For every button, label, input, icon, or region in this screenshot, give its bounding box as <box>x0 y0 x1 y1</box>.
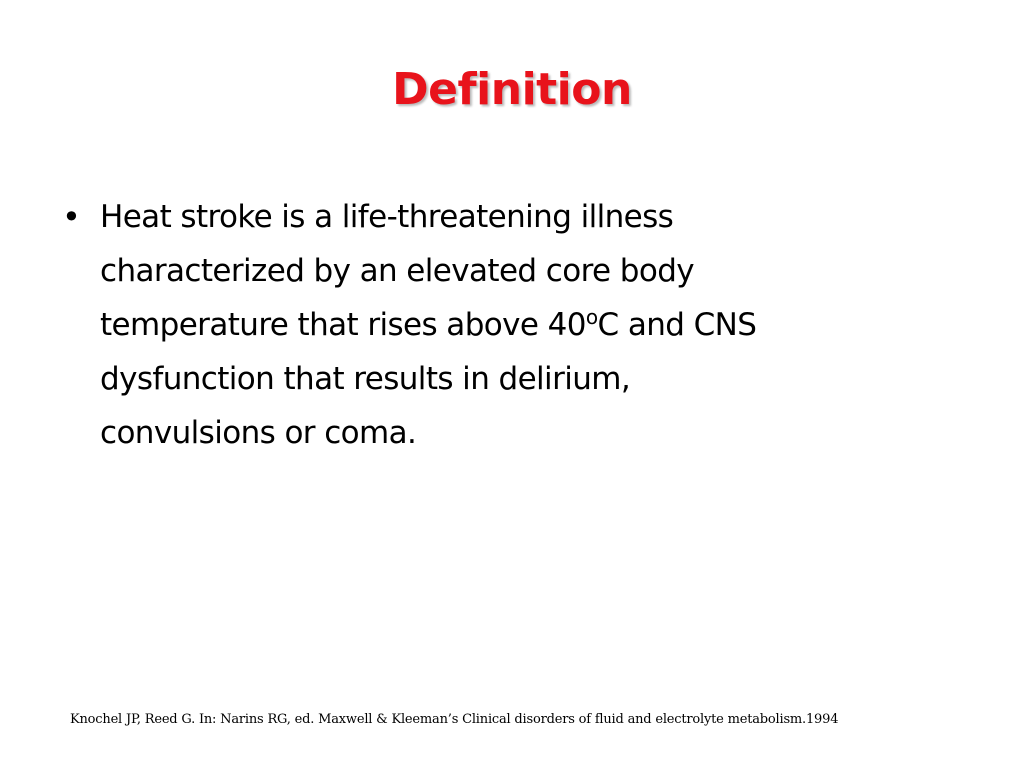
bullet-line: Heat stroke is a life-threatening illness <box>100 199 674 235</box>
bullet-item <box>62 190 962 460</box>
bullet-line: characterized by an elevated core body <box>100 253 695 289</box>
slide-title: Definition <box>392 64 632 115</box>
slide-body <box>62 190 962 460</box>
bullet-line <box>100 298 962 352</box>
citation-footnote: Knochel JP, Reed G. In: Narins RG, ed. Maxwell & Kleeman’s Clinical disorders of fluid and electrolyte metabolism.1994 <box>70 712 839 727</box>
temperature-text: temperature that rises above 40 <box>100 307 586 343</box>
bullet-line: dysfunction that results in delirium, <box>100 361 631 397</box>
degree-superscript: o <box>585 305 598 329</box>
bullet-marker: • <box>62 198 81 236</box>
bullet-text <box>100 190 962 460</box>
unit-and-cns-text: C and CNS <box>597 307 757 343</box>
bullet-line: convulsions or coma. <box>100 415 417 451</box>
